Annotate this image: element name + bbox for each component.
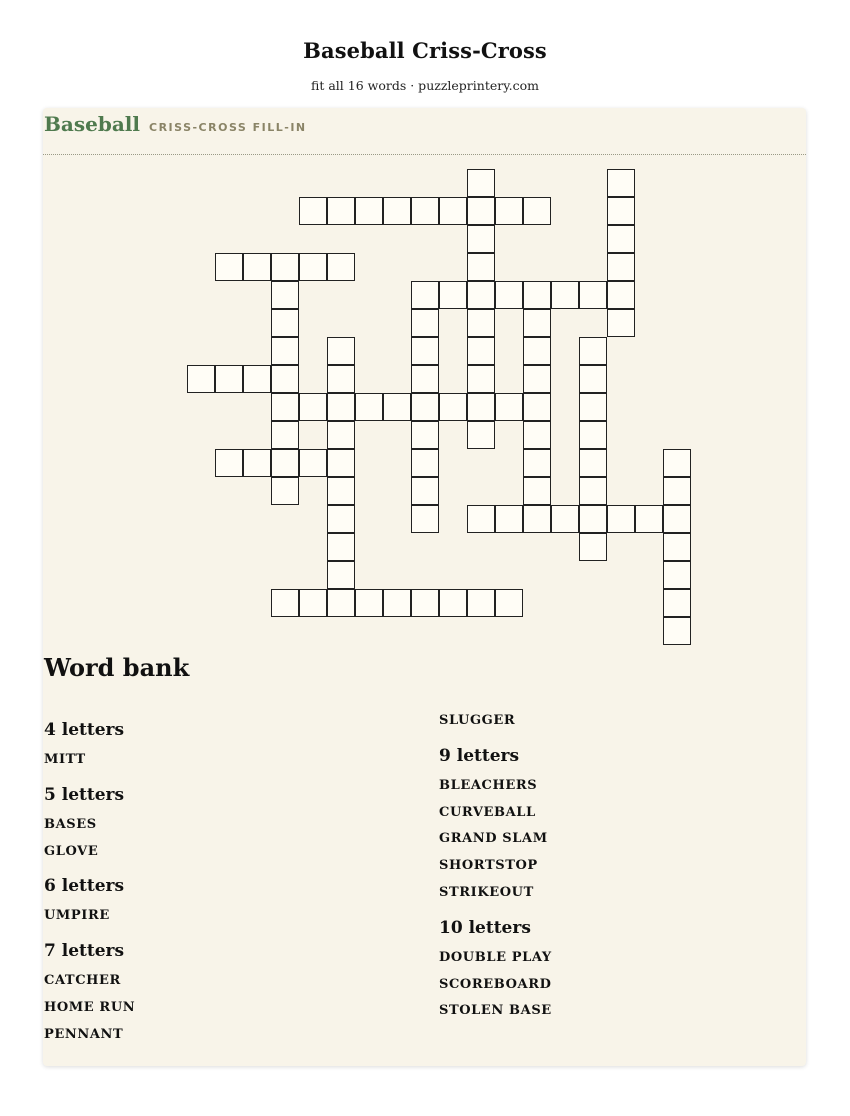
grid-cell[interactable]	[411, 421, 439, 449]
grid-cell[interactable]	[383, 393, 411, 421]
grid-cell[interactable]	[663, 589, 691, 617]
grid-cell[interactable]	[495, 197, 523, 225]
grid-cell[interactable]	[383, 589, 411, 617]
grid-cell[interactable]	[467, 281, 495, 309]
grid-cell[interactable]	[243, 449, 271, 477]
grid-cell[interactable]	[663, 449, 691, 477]
grid-cell[interactable]	[607, 281, 635, 309]
grid-cell[interactable]	[355, 393, 383, 421]
word-bank-item: CURVEBALL	[439, 804, 536, 820]
grid-cell[interactable]	[579, 365, 607, 393]
grid-cell[interactable]	[523, 477, 551, 505]
grid-cell[interactable]	[411, 589, 439, 617]
grid-cell[interactable]	[523, 365, 551, 393]
grid-cell[interactable]	[411, 477, 439, 505]
grid-cell[interactable]	[467, 505, 495, 533]
grid-cell[interactable]	[327, 561, 355, 589]
grid-cell[interactable]	[467, 589, 495, 617]
grid-cell[interactable]	[579, 337, 607, 365]
grid-cell[interactable]	[579, 393, 607, 421]
grid-cell[interactable]	[243, 253, 271, 281]
grid-cell[interactable]	[607, 253, 635, 281]
grid-cell[interactable]	[439, 589, 467, 617]
grid-cell[interactable]	[271, 365, 299, 393]
grid-cell[interactable]	[467, 253, 495, 281]
grid-cell[interactable]	[271, 253, 299, 281]
grid-cell[interactable]	[495, 393, 523, 421]
grid-cell[interactable]	[271, 589, 299, 617]
grid-cell[interactable]	[607, 309, 635, 337]
grid-cell[interactable]	[243, 365, 271, 393]
word-bank-item: SCOREBOARD	[439, 976, 552, 992]
grid-cell[interactable]	[607, 505, 635, 533]
grid-cell[interactable]	[439, 197, 467, 225]
grid-cell[interactable]	[523, 197, 551, 225]
grid-cell[interactable]	[579, 533, 607, 561]
grid-cell[interactable]	[327, 449, 355, 477]
grid-cell[interactable]	[411, 197, 439, 225]
grid-cell[interactable]	[663, 505, 691, 533]
grid-cell[interactable]	[411, 309, 439, 337]
grid-cell[interactable]	[383, 197, 411, 225]
grid-cell[interactable]	[327, 589, 355, 617]
grid-cell[interactable]	[271, 449, 299, 477]
grid-cell[interactable]	[411, 449, 439, 477]
grid-cell[interactable]	[271, 421, 299, 449]
grid-cell[interactable]	[215, 253, 243, 281]
grid-cell[interactable]	[299, 393, 327, 421]
group-heading: 10 letters	[439, 917, 531, 938]
grid-cell[interactable]	[467, 197, 495, 225]
grid-cell[interactable]	[523, 421, 551, 449]
grid-cell[interactable]	[467, 337, 495, 365]
grid-cell[interactable]	[663, 561, 691, 589]
grid-cell[interactable]	[271, 309, 299, 337]
grid-cell[interactable]	[299, 197, 327, 225]
grid-cell[interactable]	[579, 477, 607, 505]
card-header	[43, 108, 806, 155]
grid-cell[interactable]	[299, 449, 327, 477]
grid-cell[interactable]	[327, 337, 355, 365]
grid-cell[interactable]	[327, 365, 355, 393]
grid-cell[interactable]	[467, 225, 495, 253]
grid-cell[interactable]	[355, 589, 383, 617]
word-bank-item: STOLEN BASE	[439, 1003, 552, 1019]
grid-cell[interactable]	[663, 617, 691, 645]
word-bank-item: HOME RUN	[44, 1000, 136, 1015]
grid-cell[interactable]	[467, 169, 495, 197]
grid-cell[interactable]	[523, 337, 551, 365]
grid-cell[interactable]	[579, 421, 607, 449]
word-bank-item: STRIKEOUT	[439, 885, 534, 900]
grid-cell[interactable]	[467, 365, 495, 393]
grid-cell[interactable]	[467, 421, 495, 449]
grid-cell[interactable]	[439, 393, 467, 421]
grid-cell[interactable]	[327, 505, 355, 533]
grid-cell[interactable]	[411, 281, 439, 309]
page-title: Baseball Criss-Cross	[303, 38, 547, 63]
grid-cell[interactable]	[523, 505, 551, 533]
card-title: Baseball	[44, 112, 140, 136]
word-bank-item: MITT	[44, 752, 86, 767]
grid-cell[interactable]	[327, 421, 355, 449]
grid-cell[interactable]	[271, 281, 299, 309]
grid-cell[interactable]	[271, 477, 299, 505]
grid-cell[interactable]	[607, 169, 635, 197]
group-heading: 6 letters	[44, 876, 125, 897]
grid-cell[interactable]	[467, 309, 495, 337]
group-heading: 7 letters	[44, 941, 125, 962]
grid-cell[interactable]	[523, 393, 551, 421]
grid-cell[interactable]	[411, 393, 439, 421]
grid-cell[interactable]	[607, 197, 635, 225]
grid-cell[interactable]	[327, 533, 355, 561]
grid-cell[interactable]	[495, 589, 523, 617]
grid-cell[interactable]	[187, 365, 215, 393]
grid-cell[interactable]	[551, 281, 579, 309]
word-bank-item: SLUGGER	[439, 713, 516, 728]
grid-cell[interactable]	[663, 533, 691, 561]
grid-cell[interactable]	[327, 197, 355, 225]
grid-cell[interactable]	[523, 281, 551, 309]
grid-cell[interactable]	[271, 337, 299, 365]
grid-cell[interactable]	[327, 253, 355, 281]
word-bank-item: UMPIRE	[44, 908, 110, 924]
grid-cell[interactable]	[607, 225, 635, 253]
grid-cell[interactable]	[299, 589, 327, 617]
puzzle-card	[43, 108, 806, 1066]
grid-cell[interactable]	[327, 477, 355, 505]
grid-cell[interactable]	[411, 505, 439, 533]
word-bank-item: PENNANT	[44, 1026, 124, 1042]
grid-cell[interactable]	[579, 505, 607, 533]
grid-cell[interactable]	[663, 477, 691, 505]
word-bank-heading: Word bank	[44, 653, 190, 682]
group-heading: 5 letters	[44, 784, 125, 805]
grid-cell[interactable]	[579, 281, 607, 309]
grid-cell[interactable]	[327, 393, 355, 421]
grid-cell[interactable]	[411, 365, 439, 393]
word-bank-item: DOUBLE PLAY	[439, 949, 552, 965]
group-heading: 9 letters	[439, 745, 520, 766]
grid-cell[interactable]	[579, 449, 607, 477]
grid-cell[interactable]	[439, 281, 467, 309]
grid-cell[interactable]	[299, 253, 327, 281]
word-bank-item: CATCHER	[44, 973, 121, 989]
page-subtitle: fit all 16 words · puzzleprintery.com	[311, 78, 539, 93]
grid-cell[interactable]	[355, 197, 383, 225]
grid-cell[interactable]	[523, 449, 551, 477]
grid-cell[interactable]	[523, 309, 551, 337]
grid-cell[interactable]	[495, 281, 523, 309]
grid-cell[interactable]	[467, 393, 495, 421]
word-bank-item: SHORTSTOP	[439, 858, 538, 874]
grid-cell[interactable]	[551, 505, 579, 533]
word-bank-item: BLEACHERS	[439, 777, 538, 793]
group-heading: 4 letters	[44, 720, 125, 740]
card-kicker: CRISS-CROSS FILL-IN	[149, 121, 307, 134]
word-bank-item: BASES	[44, 816, 97, 832]
word-bank-item: GRAND SLAM	[439, 831, 548, 847]
grid-cell[interactable]	[215, 365, 243, 393]
word-bank-item: GLOVE	[44, 843, 99, 859]
grid-cell[interactable]	[215, 449, 243, 477]
grid-cell[interactable]	[495, 505, 523, 533]
grid-cell[interactable]	[271, 393, 299, 421]
grid-cell[interactable]	[635, 505, 663, 533]
grid-cell[interactable]	[411, 337, 439, 365]
